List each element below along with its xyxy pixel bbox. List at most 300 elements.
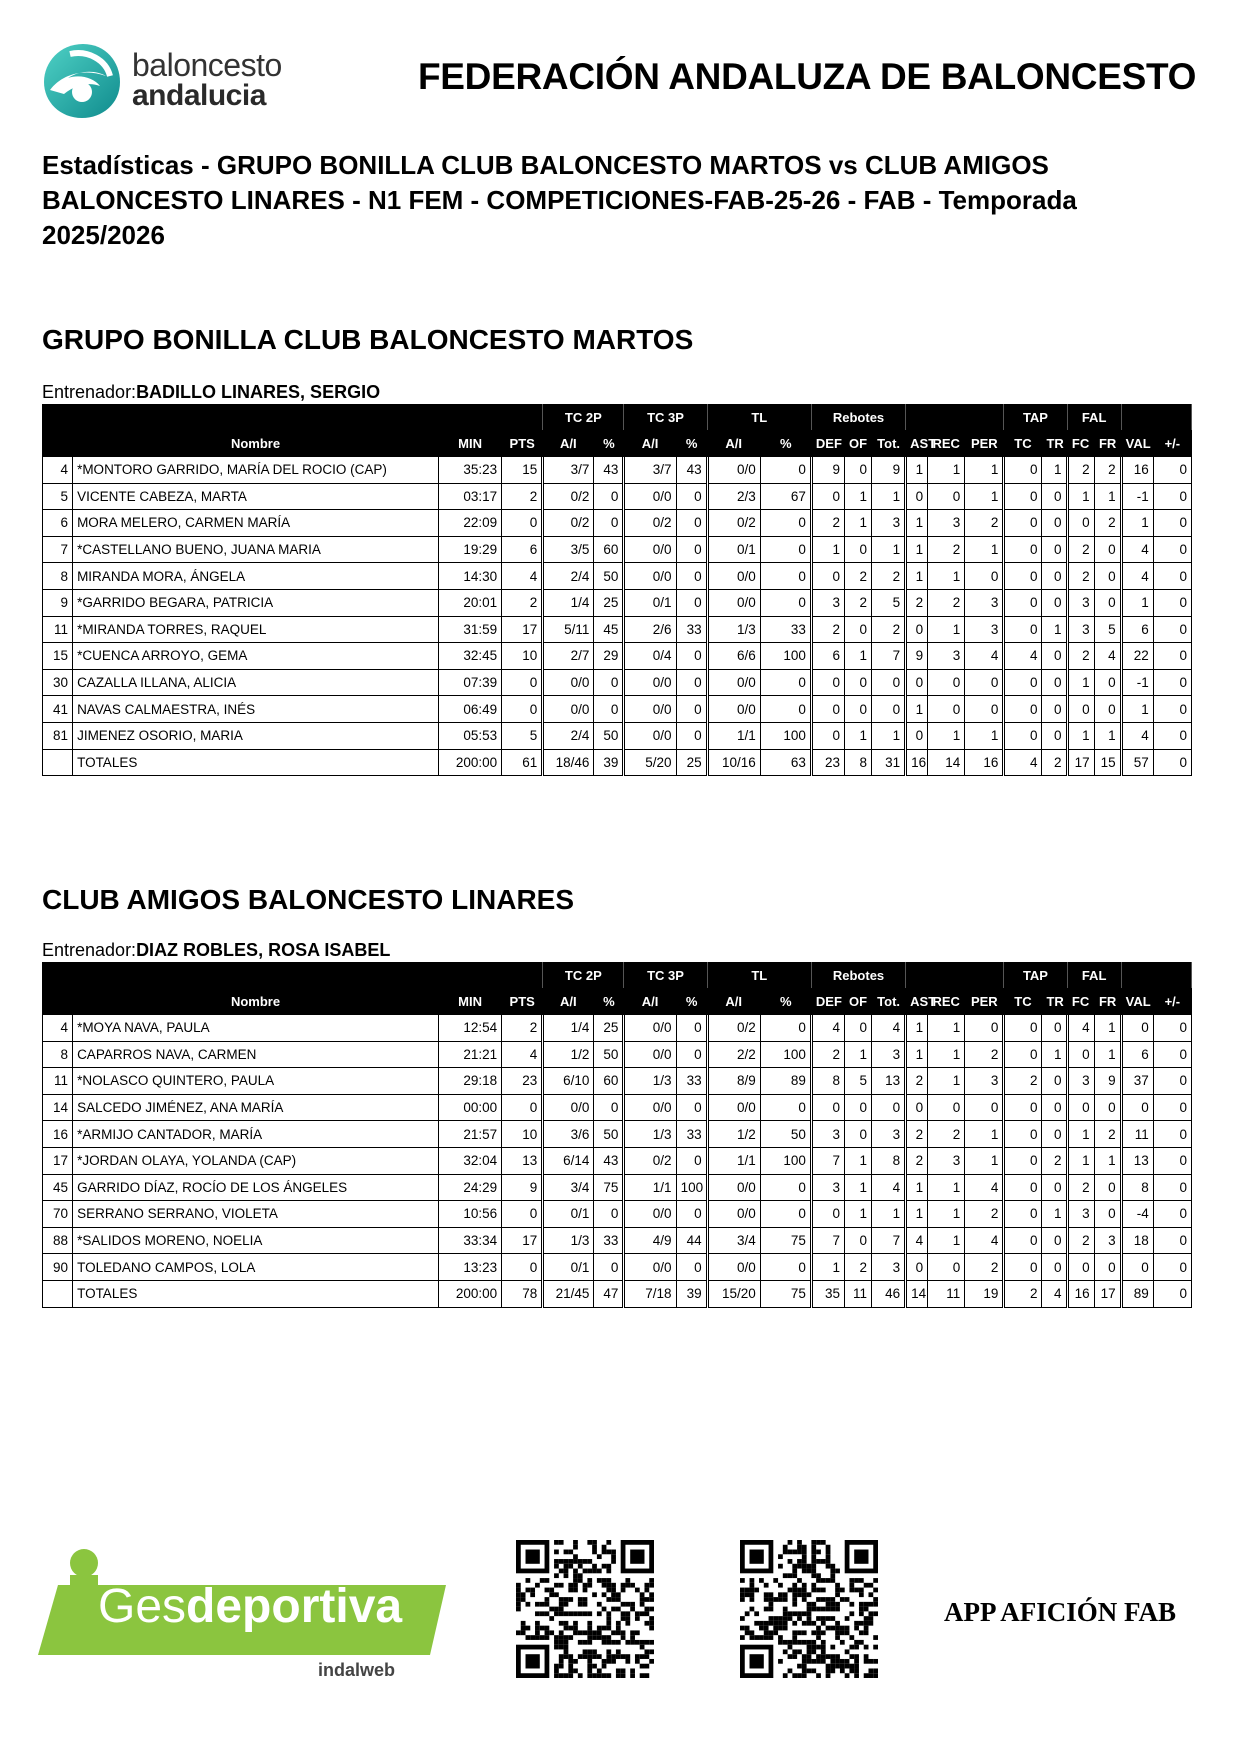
stat-cell: 2	[928, 1121, 965, 1148]
stat-cell: 0	[844, 1121, 871, 1148]
stat-cell: 4	[811, 1015, 844, 1042]
stat-cell: 0	[1004, 616, 1042, 643]
stat-cell: 5	[1094, 616, 1121, 643]
apple-qr-code-icon[interactable]	[740, 1540, 878, 1678]
stat-cell: 1	[928, 1015, 965, 1042]
stat-cell: 0	[1153, 1201, 1191, 1228]
stat-cell: 2	[1067, 1174, 1094, 1201]
stat-cell: 1	[1094, 722, 1121, 749]
stat-cell: 9	[1094, 1068, 1121, 1095]
stat-cell: 0	[760, 457, 811, 484]
stat-cell: 0	[811, 563, 844, 590]
stat-cell: 100	[760, 1041, 811, 1068]
stat-cell: 0	[928, 1254, 965, 1281]
stat-cell: 1/4	[543, 1015, 594, 1042]
stat-cell: 1	[844, 722, 871, 749]
stat-cell: 0	[676, 589, 707, 616]
stat-cell: 0	[676, 722, 707, 749]
stat-cell: 25	[594, 589, 624, 616]
stat-cell: 13	[872, 1068, 906, 1095]
stat-cell: 1/1	[707, 722, 760, 749]
stat-cell: 16	[1067, 1280, 1094, 1307]
stat-cell: 0/4	[624, 643, 676, 670]
stat-cell: 0	[760, 510, 811, 537]
stat-cell: 3	[965, 589, 1004, 616]
stat-cell: 0	[676, 696, 707, 723]
stat-cell: 7	[872, 1227, 906, 1254]
stat-cell: 6	[811, 643, 844, 670]
stat-cell: 1	[1121, 589, 1153, 616]
stat-cell: 1	[906, 1041, 928, 1068]
stat-cell: 0/1	[707, 536, 760, 563]
stat-cell: 3	[965, 616, 1004, 643]
stat-cell: 0	[594, 1201, 624, 1228]
stat-cell: 14	[906, 1280, 928, 1307]
stat-cell: 0	[1042, 563, 1067, 590]
stat-cell: 0	[928, 1094, 965, 1121]
stat-cell: 0	[1042, 696, 1067, 723]
coach-name: DIAZ ROBLES, ROSA ISABEL	[136, 940, 391, 960]
stat-cell: 2	[965, 1254, 1004, 1281]
stat-cell: 0	[1094, 536, 1121, 563]
stat-cell: 35:23	[439, 457, 502, 484]
stat-cell: 1	[844, 510, 871, 537]
stat-cell: 75	[594, 1174, 624, 1201]
stat-cell: 33	[676, 616, 707, 643]
stat-cell: 13	[502, 1147, 543, 1174]
stat-cell: 1	[844, 1147, 871, 1174]
team-1-stats-table	[42, 404, 1192, 776]
column-header-pct: %	[676, 431, 707, 457]
stat-cell: 2	[1004, 1068, 1042, 1095]
player-name-cell: MIRANDA MORA, ÁNGELA	[73, 563, 439, 590]
stat-cell: 0	[1153, 1254, 1191, 1281]
stat-cell: 0	[1042, 483, 1067, 510]
stat-cell: 0	[1042, 1094, 1067, 1121]
stat-cell: 9	[811, 457, 844, 484]
column-header-tot: Tot.	[872, 989, 906, 1015]
player-name-cell: *NOLASCO QUINTERO, PAULA	[73, 1068, 439, 1095]
stat-cell: 0	[965, 1015, 1004, 1042]
stat-cell: 03:17	[439, 483, 502, 510]
stat-cell: 2	[1067, 643, 1094, 670]
stat-cell: 0/0	[624, 483, 676, 510]
stat-cell: 0	[1067, 1041, 1094, 1068]
column-header-pts: PTS	[502, 989, 543, 1015]
stat-cell: 20:01	[439, 589, 502, 616]
stat-cell: 0/0	[624, 536, 676, 563]
column-header-fr: FR	[1094, 989, 1121, 1015]
column-group-header: FAL	[1067, 405, 1121, 431]
stat-cell: 4	[965, 1227, 1004, 1254]
stat-cell: 0	[1042, 1015, 1067, 1042]
baloncesto-andalucia-logo	[40, 40, 280, 122]
stat-cell: 0	[1094, 696, 1121, 723]
stat-cell: 0	[676, 643, 707, 670]
stat-cell: 0	[502, 1254, 543, 1281]
player-row	[43, 669, 1192, 696]
stat-cell: 0	[1121, 1015, 1153, 1042]
stat-cell: 10/16	[707, 749, 760, 776]
stat-cell: 11	[1121, 1121, 1153, 1148]
stat-cell: 0	[1153, 1280, 1191, 1307]
column-header-pct: %	[676, 989, 707, 1015]
stat-cell: 1	[1042, 1041, 1067, 1068]
stat-cell: 43	[594, 1147, 624, 1174]
stat-cell: 46	[872, 1280, 906, 1307]
stat-cell: 3	[1067, 1068, 1094, 1095]
team-1-name: GRUPO BONILLA CLUB BALONCESTO MARTOS	[42, 324, 694, 355]
stat-cell: 3	[1067, 1201, 1094, 1228]
stat-cell: 0	[1004, 722, 1042, 749]
column-header-fc: FC	[1067, 989, 1094, 1015]
stat-cell: 0	[676, 1015, 707, 1042]
stat-cell: 1/2	[543, 1041, 594, 1068]
stat-cell: 60	[594, 536, 624, 563]
stat-cell: 0/0	[707, 589, 760, 616]
stat-cell: 1	[928, 1227, 965, 1254]
player-row	[43, 483, 1192, 510]
player-row	[43, 643, 1192, 670]
stat-cell: 1	[844, 1041, 871, 1068]
stat-cell: 32:45	[439, 643, 502, 670]
stat-cell: 33	[676, 1068, 707, 1095]
stat-cell: 4	[1121, 722, 1153, 749]
stat-cell: 3	[872, 1041, 906, 1068]
stat-cell: 0	[1094, 563, 1121, 590]
stat-cell: 1/1	[707, 1147, 760, 1174]
player-name-cell: *GARRIDO BEGARA, PATRICIA	[73, 589, 439, 616]
stat-cell: 1	[928, 1041, 965, 1068]
stat-cell: 1	[965, 1121, 1004, 1148]
column-group-spacer	[1121, 963, 1191, 989]
stat-cell: 41	[43, 696, 73, 723]
stat-cell: 4	[965, 643, 1004, 670]
stat-cell: 4	[502, 1041, 543, 1068]
stat-cell: 6	[502, 536, 543, 563]
stat-cell: 0	[1004, 1201, 1042, 1228]
stat-cell: 0	[1153, 1121, 1191, 1148]
stat-cell: 0	[1067, 1254, 1094, 1281]
stat-cell: 0	[811, 722, 844, 749]
stat-cell: 1	[1094, 1041, 1121, 1068]
stat-cell: 21:21	[439, 1041, 502, 1068]
logo-text-bottom: andalucia	[132, 79, 266, 112]
coach-label: Entrenador:	[42, 940, 137, 960]
stat-cell: 0	[1042, 1068, 1067, 1095]
stat-cell: 0	[928, 669, 965, 696]
stat-cell: 0	[594, 510, 624, 537]
stat-cell	[43, 749, 73, 776]
stat-cell: 0/0	[624, 1041, 676, 1068]
column-header-rec: REC	[928, 989, 965, 1015]
stat-cell: 1	[1067, 669, 1094, 696]
stat-cell: 0	[502, 669, 543, 696]
column-header-pct: %	[594, 989, 624, 1015]
stat-cell: 3	[811, 1174, 844, 1201]
stat-cell: 1	[1067, 1147, 1094, 1174]
stat-cell: 0	[965, 669, 1004, 696]
stat-cell: 31:59	[439, 616, 502, 643]
stat-cell: 1	[1094, 1147, 1121, 1174]
stat-cell: 1	[906, 510, 928, 537]
stat-cell: 43	[594, 457, 624, 484]
totals-row	[43, 749, 1192, 776]
column-group-header: FAL	[1067, 963, 1121, 989]
column-header-ai: A/I	[543, 431, 594, 457]
stat-cell: 0	[1004, 536, 1042, 563]
stat-cell: 1/3	[707, 616, 760, 643]
stat-cell: 1	[906, 1174, 928, 1201]
stat-cell: 11	[43, 1068, 73, 1095]
stat-cell: 9	[502, 1174, 543, 1201]
stat-cell: 16	[1121, 457, 1153, 484]
stat-cell: 2	[906, 589, 928, 616]
stat-cell: 1	[844, 643, 871, 670]
player-row	[43, 536, 1192, 563]
stat-cell: 0	[1153, 749, 1191, 776]
android-qr-code-icon[interactable]	[516, 1540, 654, 1678]
stat-cell: 0	[760, 589, 811, 616]
column-header-val: VAL	[1121, 431, 1153, 457]
stat-cell: 33	[676, 1121, 707, 1148]
column-header-rec: REC	[928, 431, 965, 457]
stat-cell: 39	[594, 749, 624, 776]
stat-cell: 8	[1121, 1174, 1153, 1201]
stat-cell: 0	[1153, 616, 1191, 643]
stat-cell: 2	[1004, 1280, 1042, 1307]
stat-cell: 22	[1121, 643, 1153, 670]
stat-cell: 37	[1121, 1068, 1153, 1095]
stat-cell: 1/1	[624, 1174, 676, 1201]
stat-cell: 0	[1004, 1254, 1042, 1281]
stat-cell: 0	[965, 1094, 1004, 1121]
stat-cell: 4	[965, 1174, 1004, 1201]
stat-cell: 0	[760, 1201, 811, 1228]
stat-cell: 0	[811, 1094, 844, 1121]
column-header-dorsal	[43, 989, 73, 1015]
stat-cell: 3	[811, 589, 844, 616]
stat-cell: 1	[1067, 722, 1094, 749]
stat-cell: 0	[676, 1041, 707, 1068]
stat-cell: 75	[760, 1227, 811, 1254]
stat-cell: 0	[844, 616, 871, 643]
stat-cell: 0/1	[543, 1254, 594, 1281]
stat-cell: 0	[1153, 483, 1191, 510]
stat-cell: 35	[811, 1280, 844, 1307]
stat-cell: 1/4	[543, 589, 594, 616]
stat-cell: 1/3	[624, 1121, 676, 1148]
coach-name: BADILLO LINARES, SERGIO	[136, 382, 381, 402]
column-header-of: OF	[844, 989, 871, 1015]
stat-cell: 7	[872, 643, 906, 670]
stat-cell: 89	[760, 1068, 811, 1095]
stat-cell: 33	[594, 1227, 624, 1254]
stat-cell: 1	[872, 1201, 906, 1228]
stat-cell: 5/11	[543, 616, 594, 643]
column-header-tr: TR	[1042, 431, 1067, 457]
column-header-nombre: Nombre	[73, 431, 439, 457]
stat-cell: 0	[844, 696, 871, 723]
stat-cell: 0	[1004, 1147, 1042, 1174]
stat-cell: 2	[844, 1254, 871, 1281]
stat-cell: 0/1	[624, 589, 676, 616]
column-header-ai: A/I	[543, 989, 594, 1015]
stat-cell: 0	[965, 563, 1004, 590]
stat-cell: 21:57	[439, 1121, 502, 1148]
stat-cell: 0	[1153, 536, 1191, 563]
player-row	[43, 1254, 1192, 1281]
stat-cell: 0	[1121, 1094, 1153, 1121]
stat-cell: 100	[676, 1174, 707, 1201]
stat-cell: 0/0	[707, 696, 760, 723]
stat-cell: 0	[502, 1094, 543, 1121]
stat-cell: 39	[676, 1280, 707, 1307]
stat-cell: 2	[1042, 1147, 1067, 1174]
stat-cell: 2	[1067, 536, 1094, 563]
stat-cell: 61	[502, 749, 543, 776]
stat-cell: 0	[872, 1094, 906, 1121]
column-header-per: PER	[965, 989, 1004, 1015]
stat-cell: -4	[1121, 1201, 1153, 1228]
stat-cell: 3	[928, 1147, 965, 1174]
stat-cell: 0/0	[624, 1201, 676, 1228]
stat-cell: 81	[43, 722, 73, 749]
stat-cell: 1	[1067, 1121, 1094, 1148]
player-name-cell: *ARMIJO CANTADOR, MARÍA	[73, 1121, 439, 1148]
player-name-cell: GARRIDO DÍAZ, ROCÍO DE LOS ÁNGELES	[73, 1174, 439, 1201]
stat-cell: 4	[502, 563, 543, 590]
column-header-tot: Tot.	[872, 431, 906, 457]
player-row	[43, 457, 1192, 484]
stat-cell: 2	[502, 483, 543, 510]
stat-cell: 5	[872, 589, 906, 616]
stat-cell: 67	[760, 483, 811, 510]
stat-cell: 1/3	[543, 1227, 594, 1254]
player-name-cell: *MIRANDA TORRES, RAQUEL	[73, 616, 439, 643]
stat-cell: 0	[1042, 510, 1067, 537]
stat-cell: 1	[906, 1201, 928, 1228]
stat-cell: 32:04	[439, 1147, 502, 1174]
stat-cell: 11	[928, 1280, 965, 1307]
stat-cell: 0	[1004, 1121, 1042, 1148]
stat-cell: 0/0	[624, 563, 676, 590]
stat-cell: 1	[1042, 457, 1067, 484]
stat-cell: 17	[502, 1227, 543, 1254]
stat-cell: 0	[844, 1227, 871, 1254]
stat-cell: 11	[43, 616, 73, 643]
stat-cell: 9	[906, 643, 928, 670]
stat-cell: -1	[1121, 669, 1153, 696]
stat-cell: 4	[43, 1015, 73, 1042]
team-2-stats-table	[42, 962, 1192, 1308]
player-name-cell: MORA MELERO, CARMEN MARÍA	[73, 510, 439, 537]
stat-cell: 0	[1004, 696, 1042, 723]
player-row	[43, 1147, 1192, 1174]
stat-cell: 2	[1067, 457, 1094, 484]
stat-cell: 2	[502, 1015, 543, 1042]
stat-cell: 1	[1094, 483, 1121, 510]
stat-cell: 33	[760, 616, 811, 643]
stat-cell: 0	[1004, 1227, 1042, 1254]
stat-cell: 50	[594, 563, 624, 590]
player-name-cell: TOTALES	[73, 1280, 439, 1307]
stat-cell: 0	[906, 1254, 928, 1281]
stat-cell: 1	[906, 696, 928, 723]
stat-cell: 60	[594, 1068, 624, 1095]
stat-cell: 0	[594, 1254, 624, 1281]
stat-cell: 25	[676, 749, 707, 776]
stat-cell: 10:56	[439, 1201, 502, 1228]
stat-cell: 45	[43, 1174, 73, 1201]
column-group-spacer	[906, 405, 1004, 431]
stat-cell: 1/2	[707, 1121, 760, 1148]
stat-cell: 5	[844, 1068, 871, 1095]
stat-cell: 0	[1042, 722, 1067, 749]
stat-cell: 0/0	[624, 722, 676, 749]
stat-cell: 6/6	[707, 643, 760, 670]
player-row	[43, 1201, 1192, 1228]
stat-cell: 0/0	[707, 1254, 760, 1281]
stat-cell: 50	[594, 1121, 624, 1148]
stat-cell: 0	[1094, 1254, 1121, 1281]
stat-cell: 45	[594, 616, 624, 643]
stat-cell: 8	[43, 1041, 73, 1068]
stat-cell: 0	[1153, 1147, 1191, 1174]
stat-cell: 0	[1042, 669, 1067, 696]
column-group-spacer	[43, 405, 543, 431]
stat-cell: 0	[1067, 1094, 1094, 1121]
stat-cell: 0	[1042, 643, 1067, 670]
stat-cell: 4	[1121, 563, 1153, 590]
stat-cell: 4	[906, 1227, 928, 1254]
stat-cell: 50	[594, 722, 624, 749]
stat-cell: 70	[43, 1201, 73, 1228]
stat-cell: 3	[1067, 616, 1094, 643]
stat-cell: 1	[844, 483, 871, 510]
team-2-coach	[42, 940, 390, 961]
stat-cell: 0	[1094, 669, 1121, 696]
stat-cell: 7/18	[624, 1280, 676, 1307]
player-row	[43, 696, 1192, 723]
player-name-cell: NAVAS CALMAESTRA, INÉS	[73, 696, 439, 723]
logo-text-top: baloncesto	[132, 47, 282, 83]
stat-cell: 0	[1153, 1094, 1191, 1121]
stat-cell: 3	[1067, 589, 1094, 616]
stat-cell: 2	[811, 510, 844, 537]
stat-cell: 0	[1067, 696, 1094, 723]
stat-cell: 7	[811, 1227, 844, 1254]
stat-cell: 10	[502, 1121, 543, 1148]
stat-cell: 0/2	[707, 510, 760, 537]
player-name-cell: CAZALLA ILLANA, ALICIA	[73, 669, 439, 696]
stat-cell: 0/0	[543, 696, 594, 723]
stat-cell: 6/14	[543, 1147, 594, 1174]
stat-cell: 3	[872, 510, 906, 537]
stat-cell: 1	[965, 722, 1004, 749]
column-header-pct: %	[760, 989, 811, 1015]
stat-cell: 0/0	[624, 1094, 676, 1121]
gesdeportiva-light: Ges	[98, 1580, 187, 1633]
column-group-spacer	[1121, 405, 1191, 431]
stat-cell: 4	[1067, 1015, 1094, 1042]
stat-cell: 0	[502, 1201, 543, 1228]
column-header-ast: AST	[906, 989, 928, 1015]
stat-cell: 1	[906, 457, 928, 484]
stat-cell: 0	[1153, 1015, 1191, 1042]
stat-cell: 0	[594, 669, 624, 696]
app-aficion-label: APP AFICIÓN FAB	[944, 1597, 1177, 1627]
